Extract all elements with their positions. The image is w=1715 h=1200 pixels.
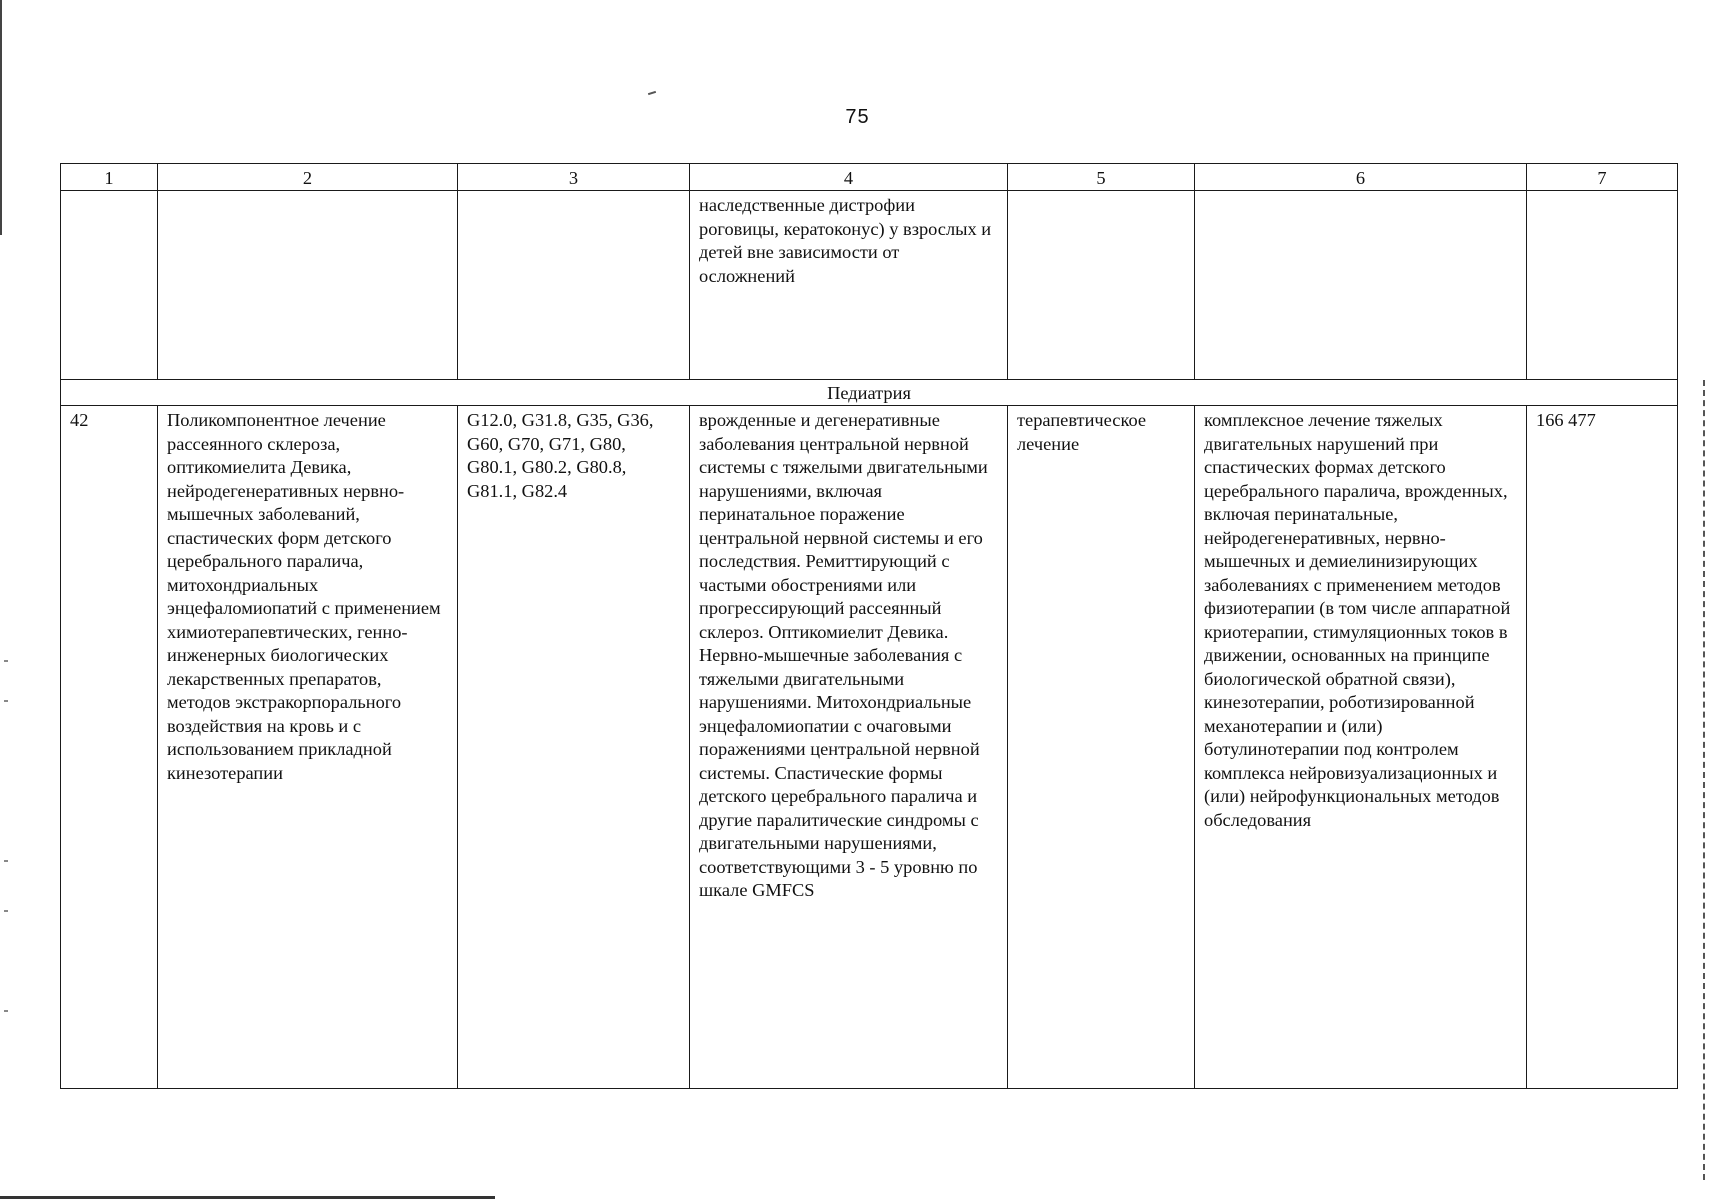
row-number [61, 406, 158, 1089]
scan-tick [4, 1010, 8, 1012]
continuation-cell-4 [690, 191, 1008, 380]
section-header-row [61, 380, 1678, 406]
icd-codes-text: G12.0, G31.8, G35, G36, G60, G70, G71, G80, G80.1, G80.2, G80.8, G81.1, G82.4 [467, 410, 654, 501]
cost-cell [1527, 406, 1678, 1089]
column-number-5: 5 [1008, 164, 1195, 191]
continuation-cell-3 [458, 191, 690, 380]
continuation-model-text: наследственные дистрофии роговицы, кератоконус) у взрослых и детей вне зависимости от осложнений [699, 195, 992, 286]
continuation-cell-2 [158, 191, 458, 380]
treatment-method-cell [1195, 406, 1527, 1089]
treatment-type-cell [1008, 406, 1195, 1089]
continuation-cell-5 [1008, 191, 1195, 380]
scan-tick [4, 860, 8, 862]
medical-care-table [60, 163, 1678, 1089]
patient-model-text: врожденные и дегенеративные заболевания центральной нервной системы с тяжелыми двигательными нарушениями, включая перинатальное поражение центральной нервной системы и его последствия. Ремиттирующий с частыми обострениями или прогрессирующий рассеянный склероз. Оптикомиелит Девика. Нервно-мышечные заболевания с тяжелыми двигательными нарушениями. Митохондриальные энцефаломиопатии с очаговыми поражениями центральной нервной системы. Спастические формы детского церебрального паралича и другие паралитические синдромы с двигательными нарушениями, соответствующими 3 - 5 уровню по шкале GMFCS [699, 410, 988, 900]
scan-edge-bottom [0, 1196, 495, 1199]
stray-scan-mark [648, 91, 656, 95]
table-row [61, 406, 1678, 1089]
treatment-type-text: терапевтическое лечение [1017, 410, 1147, 454]
patient-model-cell [690, 406, 1008, 1089]
care-name-cell [158, 406, 458, 1089]
continuation-cell-7 [1527, 191, 1678, 380]
column-number-6: 6 [1195, 164, 1527, 191]
continuation-row [61, 191, 1678, 380]
row-number-text: 42 [70, 410, 89, 430]
column-number-4: 4 [690, 164, 1008, 191]
scan-tick [4, 660, 8, 662]
scan-edge-right [1703, 380, 1707, 1180]
care-name-text: Поликомпонентное лечение рассеянного склероза, оптикомиелита Девика, нейродегенеративных нервно-мышечных заболеваний, спастических форм детского церебрального паралича, митохондриальных энцефаломиопатий с применением химиотерапевтических, генно-инженерных биологических лекарственных препаратов, методов экстракорпорального воздействия на кровь и с использованием прикладной кинезотерапии [167, 410, 441, 783]
icd-codes-cell [458, 406, 690, 1089]
column-number-7: 7 [1527, 164, 1678, 191]
cost-text: 166 477 [1536, 410, 1596, 430]
column-number-1: 1 [61, 164, 158, 191]
continuation-cell-6 [1195, 191, 1527, 380]
section-title: Педиатрия [61, 380, 1678, 406]
continuation-cell-1 [61, 191, 158, 380]
scan-tick [4, 910, 8, 912]
treatment-method-text: комплексное лечение тяжелых двигательных нарушений при спастических формах детского церебрального паралича, врожденных, включая перинатальные, нейродегенеративных, нервно-мышечных и демиелинизирующих заболеваниях с применением методов физиотерапии (в том числе аппаратной криотерапии, стимуляционных токов в движении, основанных на принципе биологической обратной связи), кинезотерапии, роботизированной механотерапии и (или) ботулинотерапии под контролем комплекса нейровизуализационных и (или) нейрофункциональных методов обследования [1204, 410, 1511, 830]
scan-tick [4, 700, 8, 702]
column-number-3: 3 [458, 164, 690, 191]
column-number-2: 2 [158, 164, 458, 191]
page-number: 75 [845, 106, 870, 128]
column-number-row [61, 164, 1678, 191]
